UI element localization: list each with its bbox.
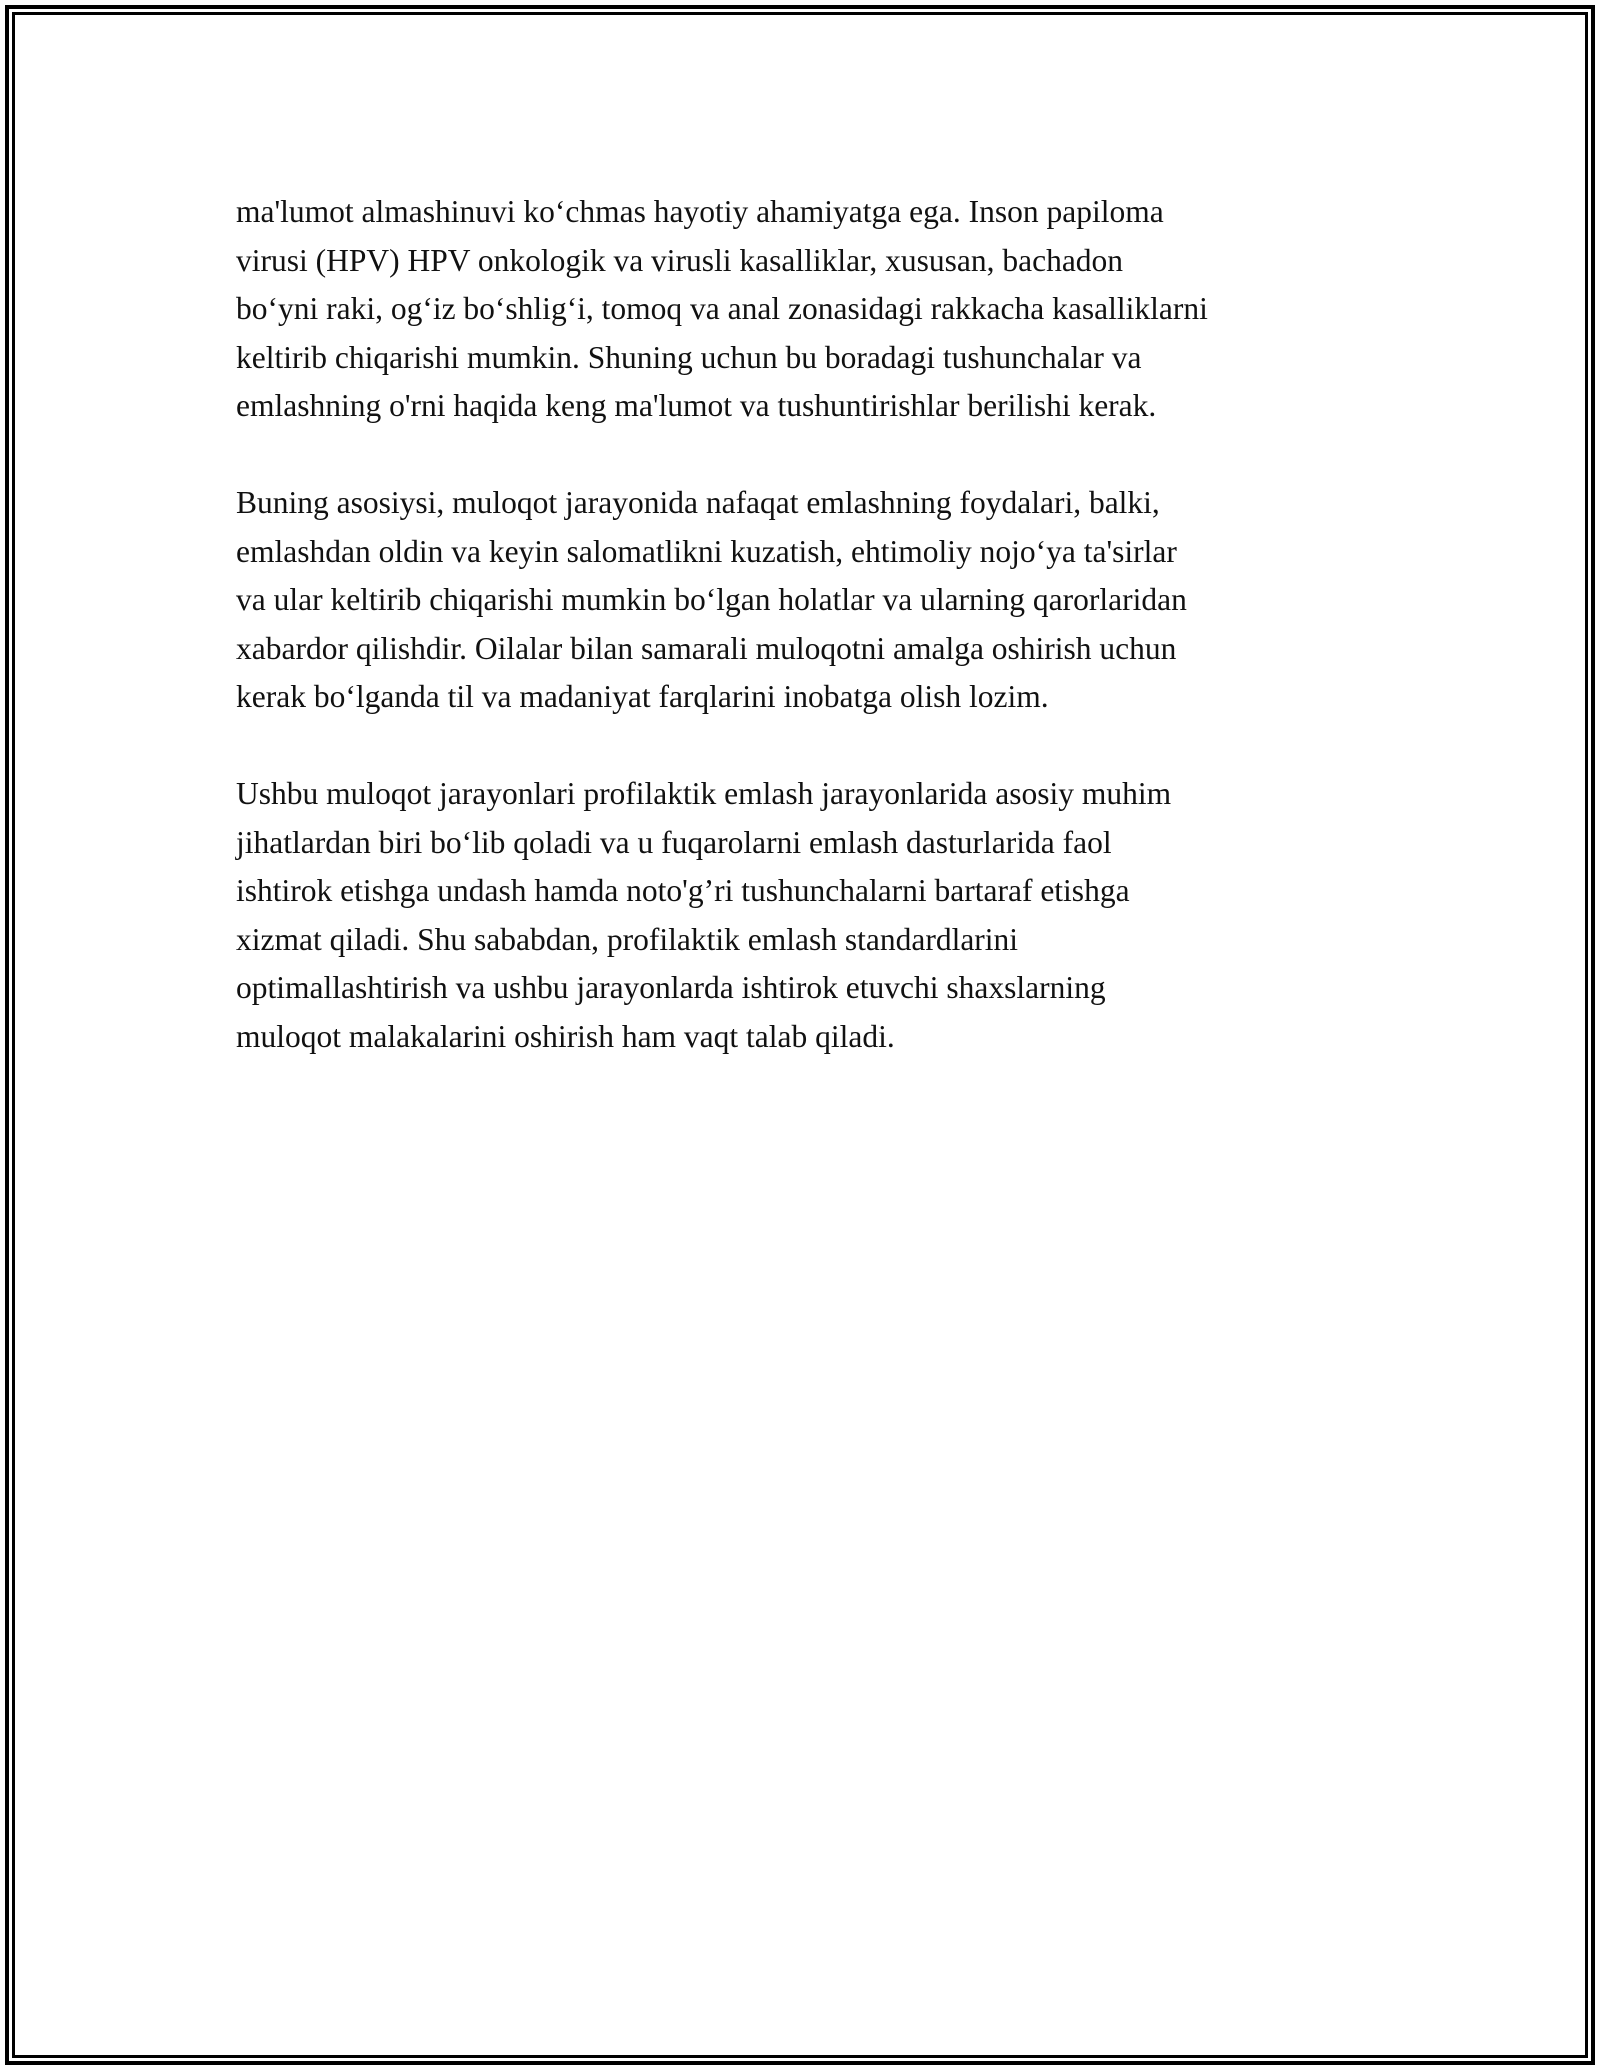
text-line: kerak boʻlganda til va madaniyat farqlarini inobatga olish lozim.	[236, 679, 1049, 714]
text-line: Buning asosiysi, muloqot jarayonida nafaqat emlashning foydalari, balki,	[236, 485, 1160, 520]
text-line: emlashdan oldin va keyin salomatlikni kuzatish, ehtimoliy nojoʻya ta'sirlar	[236, 533, 1177, 569]
text-line: muloqot malakalarini oshirish ham vaqt talab qiladi.	[236, 1018, 895, 1054]
text-line: Ushbu muloqot jarayonlari profilaktik emlash jarayonlarida asosiy muhim	[236, 776, 1172, 811]
document-body	[236, 188, 1376, 1110]
text-line: xizmat qiladi. Shu sababdan, profilaktik emlash standardlarini	[236, 921, 1019, 957]
text-line: boʻyni raki, ogʻiz boʻshligʻi, tomoq va anal zonasidagi rakkacha kasalliklarni	[236, 291, 1208, 326]
text-line: ma'lumot almashinuvi koʻchmas hayotiy ahamiyatga ega. Inson papiloma	[236, 194, 1164, 229]
text-line: keltirib chiqarishi mumkin. Shuning uchun bu boradagi tushunchalar va	[236, 339, 1142, 375]
text-line: optimallashtirish va ushbu jarayonlarda ishtirok etuvchi shaxslarning	[236, 970, 1106, 1005]
paragraph-1	[236, 188, 1376, 431]
text-line: ishtirok etishga undash hamda noto'g’ri tushunchalarni bartaraf etishga	[236, 873, 1130, 908]
text-line: virusi (HPV) HPV onkologik va virusli kasalliklar, xususan, bachadon	[236, 242, 1124, 278]
text-line: xabardor qilishdir. Oilalar bilan samarali muloqotni amalga oshirish uchun	[236, 630, 1177, 666]
paragraph-3	[236, 770, 1376, 1061]
paragraph-2	[236, 479, 1376, 722]
text-line: jihatlardan biri boʻlib qoladi va u fuqarolarni emlash dasturlarida faol	[236, 824, 1112, 860]
text-line: va ular keltirib chiqarishi mumkin boʻlgan holatlar va ularning qarorlaridan	[236, 582, 1187, 617]
text-line: emlashning o'rni haqida keng ma'lumot va tushuntirishlar berilishi kerak.	[236, 388, 1157, 423]
